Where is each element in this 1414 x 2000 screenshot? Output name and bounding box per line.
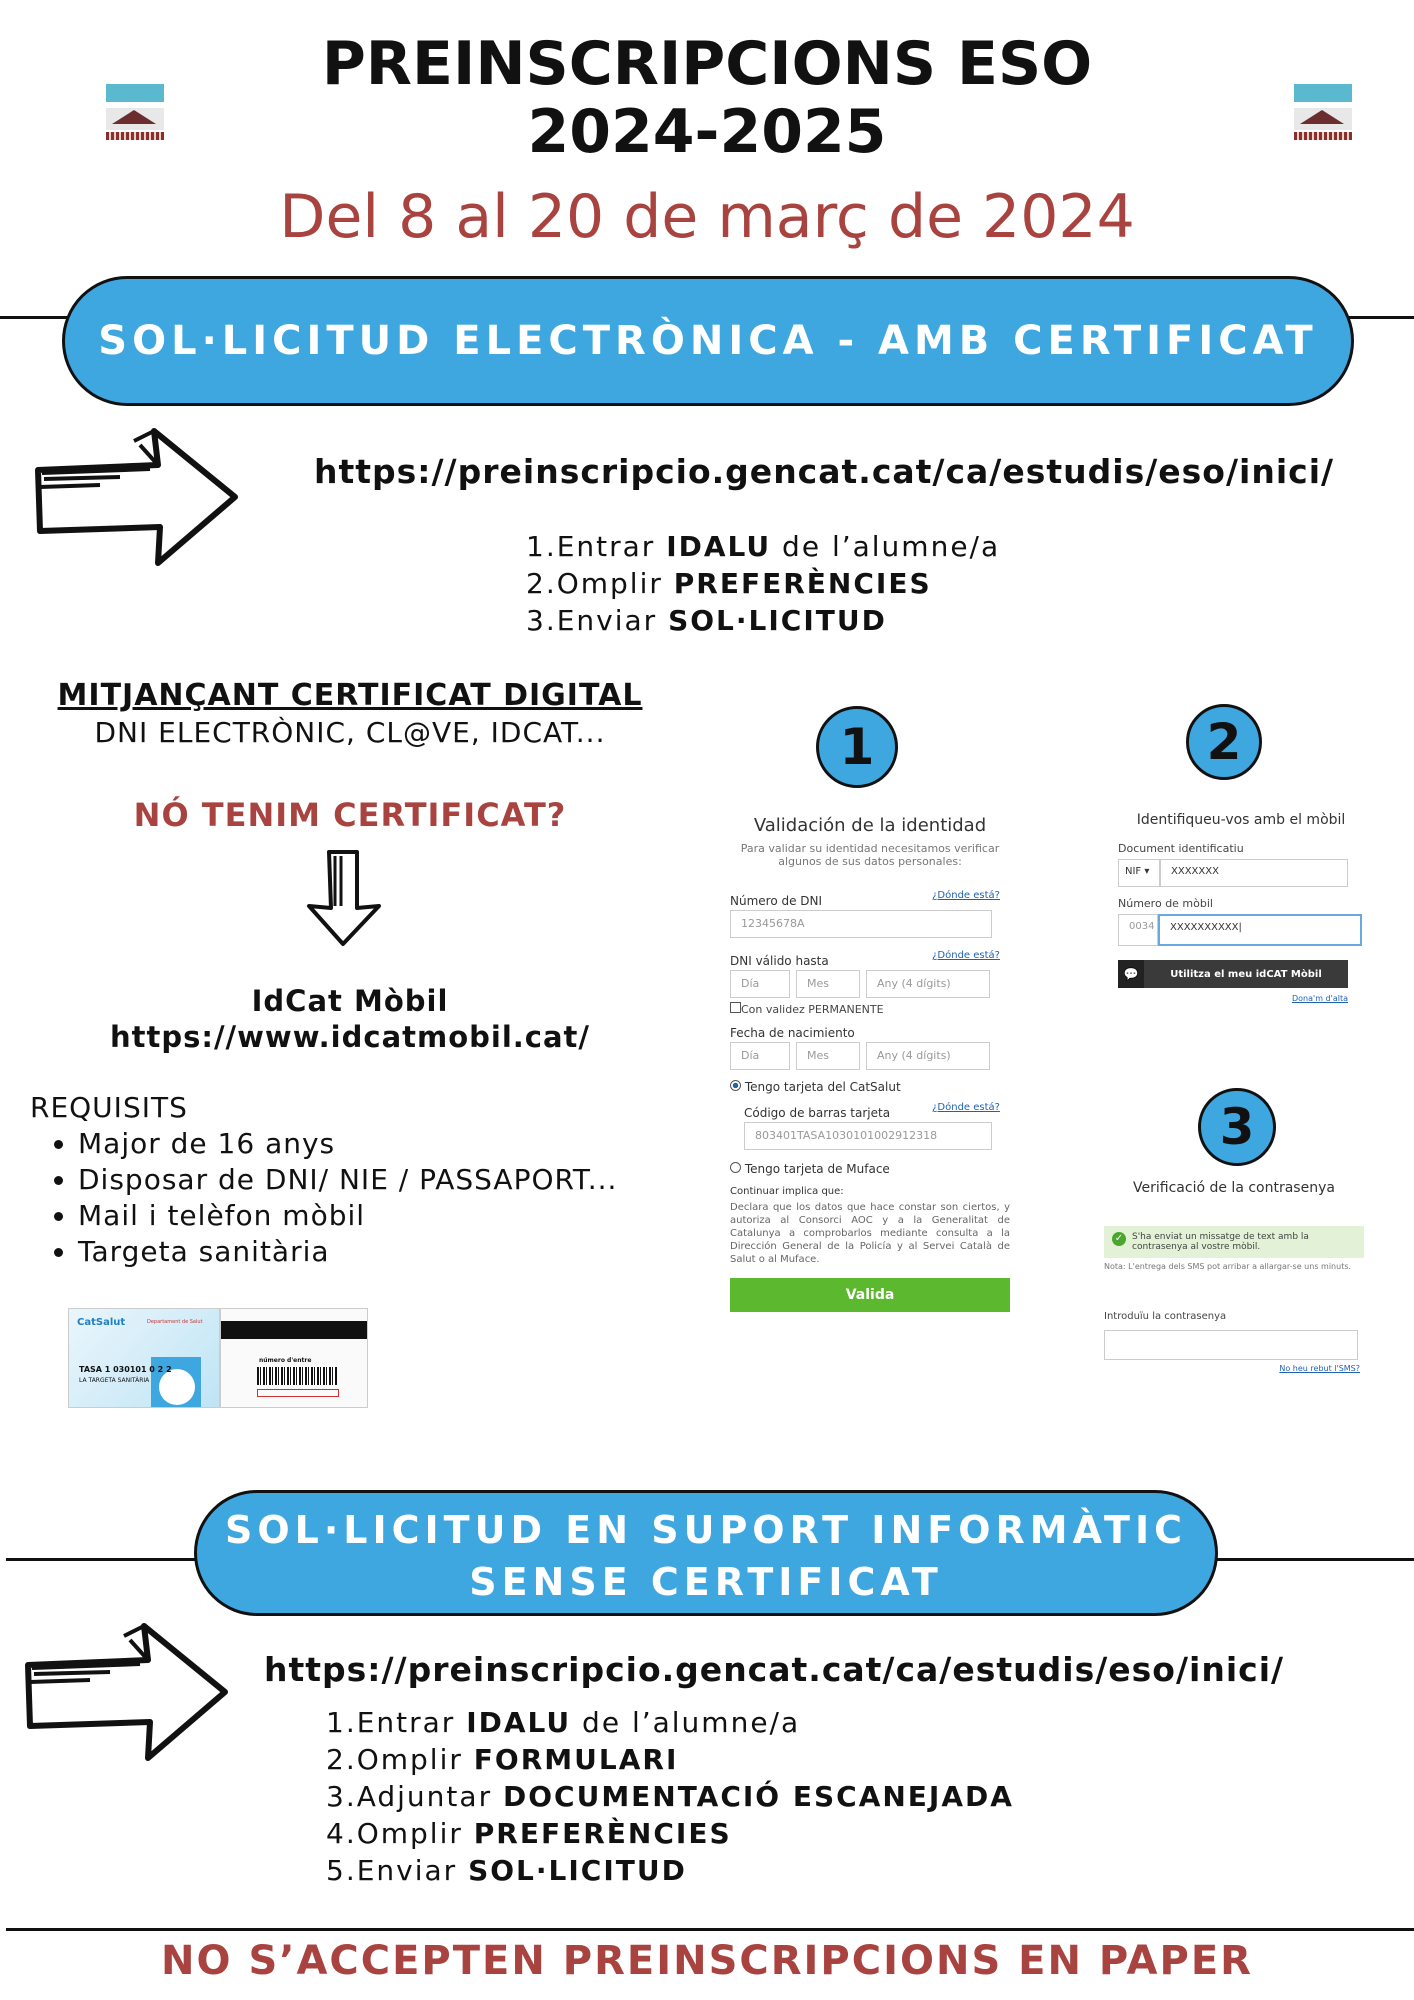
list-item: 4.Omplir PREFERÈNCIES bbox=[326, 1817, 732, 1850]
section2-banner-line2: SENSE CERTIFICAT bbox=[469, 1560, 943, 1604]
continue-note: Continuar implica que: bbox=[730, 1186, 844, 1197]
barcode-input[interactable]: 803401TASA1030101002912318 bbox=[744, 1122, 992, 1150]
list-item: • Mail i telèfon mòbil bbox=[78, 1198, 670, 1234]
list-item: • Major de 16 anys bbox=[78, 1126, 670, 1162]
password-label: Introduïu la contrasenya bbox=[1104, 1311, 1227, 1322]
check-icon: ✓ bbox=[1112, 1232, 1126, 1246]
right-arrow-icon bbox=[20, 1620, 230, 1770]
form-title: Validación de la identidad bbox=[753, 815, 987, 836]
card-code: TASA 1 030101 0 2 2 bbox=[79, 1365, 172, 1374]
sms-note: Nota: L'entrega dels SMS pot arribar a allargar-se uns minuts. bbox=[1104, 1262, 1352, 1271]
card-dept: Departament de Salut bbox=[147, 1319, 203, 1325]
list-item: 2.Omplir FORMULARI bbox=[326, 1743, 679, 1776]
doc-label: Document identificatiu bbox=[1118, 842, 1244, 855]
day-input[interactable]: Día bbox=[730, 1042, 790, 1070]
requirements-title: REQUISITS bbox=[30, 1091, 188, 1124]
certificate-types: DNI ELECTRÒNIC, CL@VE, IDCAT... bbox=[94, 716, 606, 749]
doc-number-input[interactable]: XXXXXXX bbox=[1160, 859, 1348, 887]
use-idcat-button[interactable]: 💬 Utilitza el meu idCAT Mòbil bbox=[1118, 960, 1348, 988]
preinscription-link-2[interactable]: https://preinscripcio.gencat.cat/ca/estudis/eso/inici/ bbox=[264, 1650, 1285, 1689]
day-input[interactable]: Día bbox=[730, 970, 790, 998]
doc-type-select[interactable]: NIF ▾ bbox=[1118, 859, 1160, 887]
form-description: Para validar su identidad necesitamos verificar algunos de sus datos personales: bbox=[740, 842, 1000, 868]
list-item: • Targeta sanitària bbox=[78, 1234, 670, 1270]
validation-form-screen bbox=[730, 815, 1010, 1312]
idcat-title: IdCat Mòbil bbox=[251, 984, 449, 1018]
list-item: 5.Enviar SOL·LICITUD bbox=[326, 1854, 687, 1887]
birth-date-label: Fecha de nacimiento bbox=[730, 1026, 855, 1040]
list-item: • Disposar de DNI/ NIE / PASSAPORT... bbox=[78, 1162, 670, 1198]
certificate-heading: MITJANÇANT CERTIFICAT DIGITAL bbox=[57, 678, 643, 713]
health-card-front bbox=[68, 1308, 220, 1408]
paper-warning: NO S’ACCEPTEN PREINSCRIPCIONS EN PAPER bbox=[161, 1938, 1253, 1984]
section2-banner-line1: SOL·LICITUD EN SUPORT INFORMÀTIC bbox=[224, 1508, 1187, 1552]
step1-badge: 1 bbox=[816, 706, 898, 788]
permanent-label: Con validez PERMANENTE bbox=[741, 1003, 884, 1016]
step2-badge: 2 bbox=[1186, 704, 1262, 780]
card-line: LA TARGETA SANITÀRIA bbox=[79, 1377, 150, 1384]
step3-badge: 3 bbox=[1198, 1088, 1276, 1166]
dni-label: Número de DNI bbox=[730, 894, 823, 908]
right-arrow-icon bbox=[30, 425, 240, 575]
down-arrow-icon bbox=[305, 848, 385, 948]
phone-prefix: 0034 bbox=[1118, 914, 1158, 946]
where-link[interactable]: ¿Dónde está? bbox=[932, 950, 1000, 961]
section1-banner bbox=[62, 276, 1354, 406]
phone-input[interactable]: XXXXXXXXXX| bbox=[1158, 914, 1362, 946]
title-line-2: 2024-2025 bbox=[527, 97, 887, 167]
barcode-icon bbox=[257, 1367, 337, 1385]
list-item: 3.Enviar SOL·LICITUD bbox=[526, 604, 887, 637]
valid-until-label: DNI válido hasta bbox=[730, 954, 829, 968]
section2-banner bbox=[194, 1490, 1218, 1616]
title-line-1: PREINSCRIPCIONS ESO bbox=[321, 29, 1093, 99]
where-link[interactable]: ¿Dónde está? bbox=[932, 1102, 1000, 1113]
steps-list-2 bbox=[326, 1704, 1014, 1889]
no-sms-link[interactable]: No heu rebut l'SMS? bbox=[1279, 1364, 1360, 1373]
legal-text: Declara que los datos que hace constar son ciertos, y autoriza al Consorci AOC y a la Generalitat de Catalunya a comprobarlos mediante consulta a la Dirección General de la Policía y al Servei Català de Salut o al Muface. bbox=[730, 1202, 1010, 1265]
muface-radio[interactable] bbox=[730, 1162, 741, 1173]
page-title bbox=[0, 30, 1414, 166]
health-card-back bbox=[220, 1308, 368, 1408]
signup-link[interactable]: Dona'm d'alta bbox=[1291, 994, 1348, 1003]
mobile-id-screen bbox=[1118, 812, 1364, 1003]
barcode-label: Código de barras tarjeta bbox=[744, 1106, 891, 1120]
mobile-id-title: Identifiqueu-vos amb el mòbil bbox=[1136, 812, 1346, 828]
requirements-block bbox=[30, 1090, 670, 1270]
card-brand: CatSalut bbox=[77, 1317, 126, 1328]
list-item: 3.Adjuntar DOCUMENTACIÓ ESCANEJADA bbox=[326, 1780, 1014, 1813]
chevron-down-icon: ▾ bbox=[1144, 866, 1150, 877]
health-card-image bbox=[68, 1308, 368, 1408]
chat-icon: 💬 bbox=[1118, 960, 1144, 988]
muface-option: Tengo tarjeta de Muface bbox=[744, 1162, 890, 1176]
card-back-label: número d'entre bbox=[259, 1357, 312, 1364]
permanent-checkbox[interactable] bbox=[730, 1002, 741, 1013]
where-link[interactable]: ¿Dónde está? bbox=[932, 890, 1000, 901]
catsalut-option: Tengo tarjeta del CatSalut bbox=[744, 1080, 901, 1094]
list-item: 1.Entrar IDALU de l’alumne/a bbox=[326, 1706, 801, 1739]
section1-banner-text: SOL·LICITUD ELECTRÒNICA - AMB CERTIFICAT bbox=[98, 318, 1318, 364]
dni-input[interactable]: 12345678A bbox=[730, 910, 992, 938]
no-certificate-question: NÓ TENIM CERTIFICAT? bbox=[133, 796, 567, 834]
month-input[interactable]: Mes bbox=[796, 970, 860, 998]
idcat-link[interactable]: https://www.idcatmobil.cat/ bbox=[109, 1020, 591, 1054]
year-input[interactable]: Any (4 dígits) bbox=[866, 970, 990, 998]
list-item: 1.Entrar IDALU de l’alumne/a bbox=[526, 530, 1001, 563]
date-range: Del 8 al 20 de març de 2024 bbox=[279, 182, 1135, 252]
footer-divider bbox=[6, 1928, 1414, 1931]
phone-label: Número de mòbil bbox=[1118, 897, 1213, 910]
password-screen bbox=[1104, 1180, 1364, 1373]
password-input[interactable] bbox=[1104, 1330, 1358, 1360]
password-title: Verificació de la contrasenya bbox=[1133, 1180, 1335, 1196]
list-item: 2.Omplir PREFERÈNCIES bbox=[526, 567, 932, 600]
preinscription-link-1[interactable]: https://preinscripcio.gencat.cat/ca/estudis/eso/inici/ bbox=[314, 452, 1335, 491]
steps-list-1 bbox=[526, 528, 1000, 639]
month-input[interactable]: Mes bbox=[796, 1042, 860, 1070]
year-input[interactable]: Any (4 dígits) bbox=[866, 1042, 990, 1070]
validate-button[interactable]: Valida bbox=[730, 1278, 1010, 1312]
catsalut-radio[interactable] bbox=[730, 1080, 741, 1091]
success-message: ✓ S'ha enviat un missatge de text amb la contrasenya al vostre mòbil. bbox=[1104, 1226, 1364, 1258]
